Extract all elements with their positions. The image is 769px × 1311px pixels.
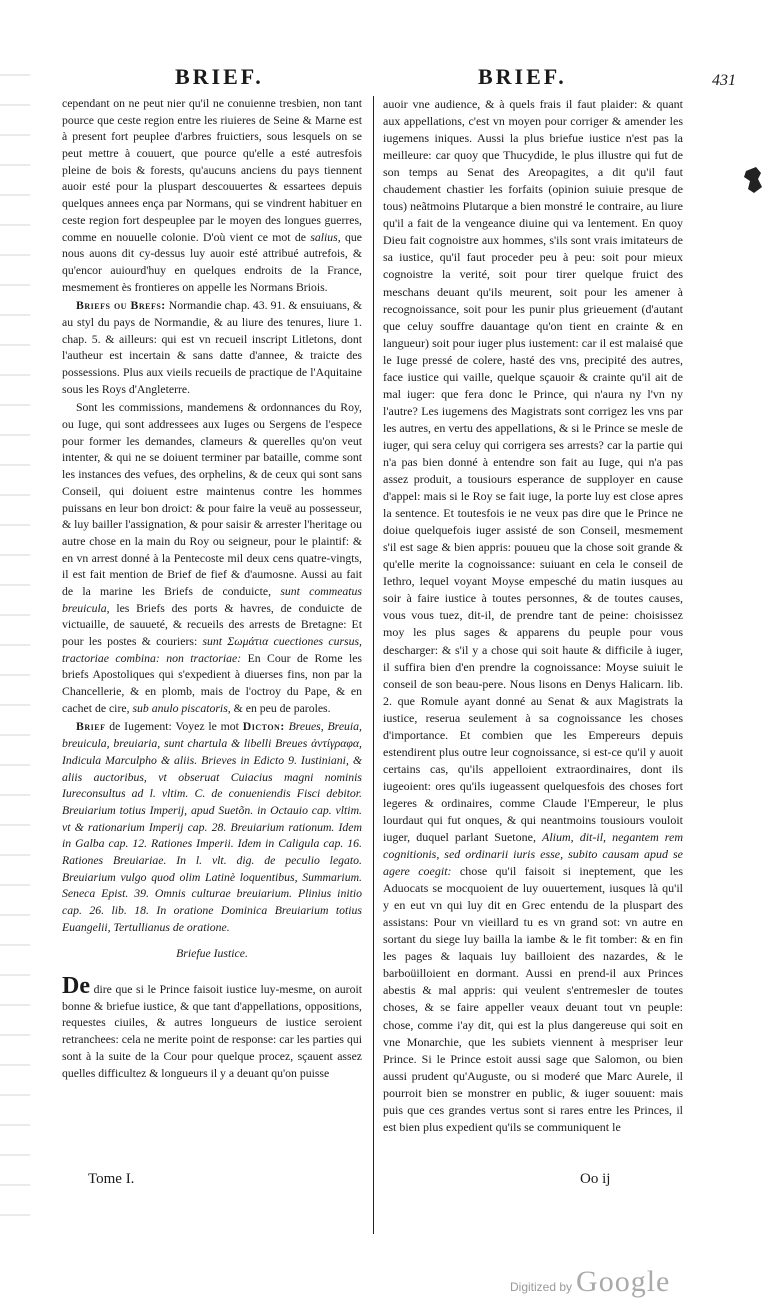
- paragraph: De dire que si le Prince faisoit iustice luy-mesme, on auroit bonne & briefue iustice, & que tant d'appellations, oppositions, requestes ciuiles, & autres longueurs de iustice seroient retranchees: cela ne merite point de response: car les parties qui sont à la suite de la Cour pour quelque procez, sçauent assez quelles difficultez & longueurs il y a deuant qu'on puisse: [62, 973, 362, 1080]
- left-column: [62, 96, 362, 1084]
- ink-blot-mark: [742, 165, 764, 195]
- paragraph: auoir vne audience, & à quels frais il faut plaider: & quant aux appellations, c'est vn moyen pour corriger & amender les iugemens iniques. Aussi la plus briefue iustice n'est pas la meilleure: car quoy que Thucydide, le plus illustre qui fut de son temps au Senat des Areopagites, a dit qu'il faut chaudement chastier les forfaits (opinion suiuie presque de tous) neãtmoins Plutarque a bien monstré le contraire, au liure qu'il a fait de la vengeance diuine qui va lentement. En quoy Dieu fait cognoistre aux hommes, s'ils sont vrais imitateurs de sa iustice, qu'il faut proceder peu à peu: soit pour mieux cognoistre la verité, soit pour tirer quelque fruict des meschans deuant qu'ils meurent, soit pour les amener à recognoissance, soit pour les punir plus grieuement (d'autant que celuy souffre dauantage qu'on tient en crainte & en langueur) soit pour iuger plus iustement: car il est malaisé que le Iuge pressé de colere, hasté des vns, precipité des autres, face iustice qui vaille, quelque sçauoir & crainte qu'il ait de mal iuger: que fera donc le Prince, qui n'aura ny l'vn ny l'autre? Les iugemens des Magistrats sont corrigez les vns par les autres, en vertu des appellations, & si le Prince se mesle de iuger, qui sera celuy qui corrigera ses arrests? car la partie qui n'a pas bien donné à entendre son fait au Iuge, qui n'a pas assez produit, a tousiours esperance de supployer en cause d'appel: mais si le Roy se fait iuge, la porte luy est close apres la sentence. Et toutesfois ie ne veux pas dire que le Prince ne doiue quelquefois iuger assisté de son Conseil, mesmement s'il est sage & bien appris: pouueu que la chose soit grande & qu'elle merite la cognoissance: suiuant en cela le conseil de Iethro, lequel voyant Moyse empesché du matin iusques au soir à faire iustice à toutes personnes, & de toutes causes, vous vous tuez, dit-il, de prendre tant de peine: choisissez moy les plus sages & apparens du peuple pour vous descharger: & s'il y a chose qui soit haute & difficile à iuger, il suffira bien d'en prendre la cognoissance: Moyse suiuit le conseil de son beau-pere. Nous lisons en Denys Halicarn. lib. 2. que Romule ayant donné au Senat & aux Magistrats la iustice, reserua seulement à sa cognoissance les choses d'importance. Et combien que les Empereurs depuis estendirent plus outre leur cognoissance, si est-ce qu'il y auoit certains cas, qu'ils appelloient extraordinaires, dont ils iugeoient: ores qu'ils iugeassent quelquesfois des choses fort legeres & ordinaires, comme Claude l'Empereur, le plus lourdaut qui fut onques, & qui neantmoins tousiours vouloit iuger, duquel parlant Suetone, Alium, dit-il, negantem rem cognitionis, sed ordinarii iuris esse, subito causam apud se agere coegit: chose qu'il faisoit si ineptement, que les Aduocats se mocquoient de luy ouuertement, iusques là qu'il y en eut vn qui luy dit en Grec entendu de la pluspart des assistans: Pour vn vieillard tu es vn grand sot: vn autre en sortant du siege luy bailla la iambe & le fit tomber: & en fin les pages & laquais luy bailloient des nazardes, & le barboüilloient en dormant. Aussi en prend-il aux Princes abestis & mal appris: qui veulent s'entremesler de toutes choses, & se faire appeller veaux deuant tout vn peuple: chose, comme i'ay dit, qui est la plus dangereuse qui soit en vne Monarchie, que les subiets viennent à mespriser leur Prince. Si le Prince estoit aussi sage que Salomon, ou bien aussi prudent qu'Auguste, ou si moderé que Marc Aurele, il pourroit bien se monstrer en public, & iuger souuent: mais puis que ces grandes vertus sont si rares entre les Princes, il est bien plus expedient qu'ils se communiquent le: [383, 97, 683, 1134]
- paragraph: Brief de Iugement: Voyez le mot Dicton: Breues, Breuia, breuicula, breuiaria, sunt chartula & libelli Breues ἀντίγραφα, Indicula Marculpho & aliis. Brieves in Edicto 9. Iustiniani, & aliis auctoribus, vt obseruat Cuiacius magni nominis Iureconsultus ad l. vltim. C. de conueniendis Fisci debitor. Breuiarium totius Imperij, apud Suetõn. in Octauio cap. vltim. vt & rationarium Imperij cap. 28. Breuiarium rationum. Idem in Galba cap. 12. Rationes Imperii. Idem in Caligula cap. 16. Rationes Breuiariae. In l. vlt. dig. de peculio legato. Breuiarium vulgo quod olim Latinè loquentibus, Summarium. Seneca Epist. 39. Omnis culturae breuiarium. Plinius initio cap. 26. lib. 18. In oratione Dominica Breuiarium totius Euangelii, Tertullianus de oratione.: [62, 720, 362, 934]
- right-column: [383, 96, 683, 1138]
- paragraph: cependant on ne peut nier qu'il ne conuienne tresbien, non tant pource que ceste region entre les riuieres de Seine & Marne est à present fort peuplee d'arbres fruictiers, sous lesquels on se peut mettre à couuert, que pource qu'elle a esté autresfois pleine de bois & forests, qu'aucuns anciens du pays tiennent auoir esté pour la pluspart descouuertes & essartees depuis quelques annees ença par Normans, qui se vindrent habituer en ceste region fort despeuplee par le moyen des longues guerres, comme en nouuelle colonie. D'où vient ce mot de salius, que nous auons dit cy-dessus luy auoir esté attribué autrefois, & qu'encor auiourd'huy en quelques endroits de la France, mesmement ès frontieres on appelle les Normans Briois.: [62, 97, 363, 294]
- running-head-left: BRIEF.: [175, 64, 264, 89]
- drop-initial: De: [62, 973, 90, 1000]
- binding-gutter: [0, 60, 30, 1240]
- paragraph: Sont les commissions, mandemens & ordonnances du Roy, ou Iuge, qui sont addressees aux Iuges ou Sergens de l'espece pour former les demandes, clameurs & querelles qu'on veut intenter, & qui ne se doiuent terminer par bataille, comme sont les instances des vefues, des orphelins, & de ceux qui sont sans Conseil, qui doiuent estre maintenus contre les hommes puissans en leur bon droict: & pour faire la veuë au possesseur, & luy bailler l'assignation, & pour saisir & arrester l'heritage ou autre chose en la main du Roy ou seigneur, pour le plaintif: & en vn arrest donné à la Pentecoste mil deux cens quatre-vingts, il est fait mention de Brief de fief & d'aumosne. Aussi au fait de la marine les Briefs de conduicte, sunt commeatus breuicula, les Briefs des ports & havres, de conduicte de victuaille, de sauueté, & recueils des arrests de Bretagne: Et pour les postes & couriers: sunt Σωμάτια cuectiones cursus, tractoriae combina: non tractoriae: En Cour de Rome les briefs Apostoliques qui s'expedient à diuerses fins, non par la Chancellerie, & en plomb, mais de l'octroy du Pape, & en cachet de cire, sub anulo piscatoris, & en peu de paroles.: [62, 401, 363, 715]
- running-head-right: BRIEF.: [478, 64, 567, 89]
- volume-label: Tome I.: [88, 1171, 135, 1187]
- paragraph: Briefs ou Brefs: Normandie chap. 43. 91. & ensuiuans, & au styl du pays de Normandie, & au liure des tenures, liure 1. chap. 5. & ailleurs: qui est vn recueil inscript Litletons, dont l'autheur est incertain & sans datte d'annee, & traicte des possessions. Plus aux vieils recueils de practique de l'Aquitaine sous les Roys d'Angleterre.: [62, 299, 362, 396]
- page-number: 431: [712, 72, 736, 89]
- column-rule: [373, 96, 374, 1234]
- signature-mark: Oo ij: [580, 1171, 611, 1187]
- section-heading: Briefue Iustice.: [176, 947, 248, 961]
- google-watermark: Digitized by Google: [510, 1265, 671, 1298]
